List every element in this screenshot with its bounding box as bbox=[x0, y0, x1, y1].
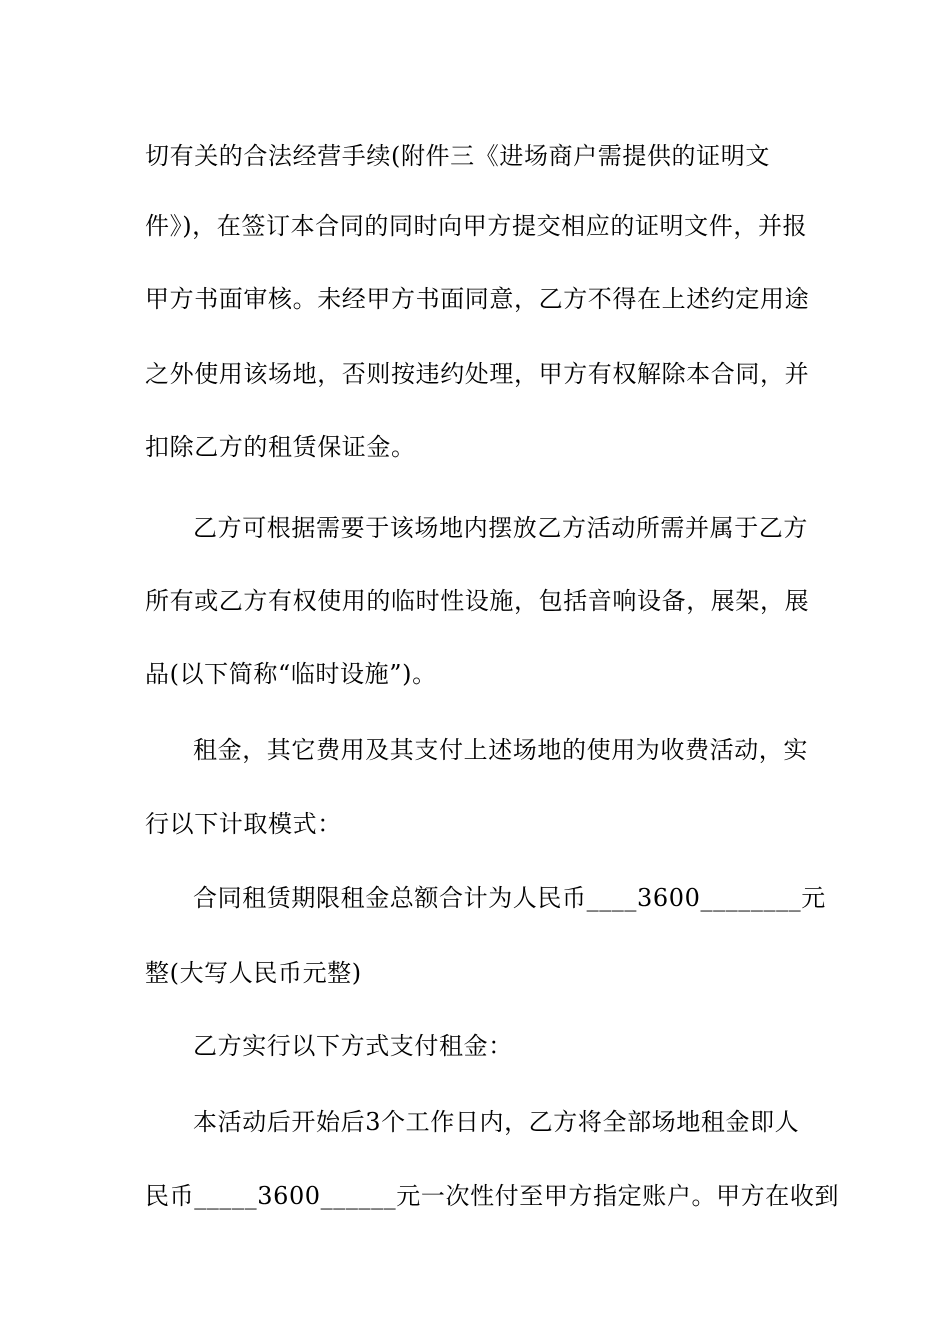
paragraph-line: 之外使用该场地，否则按违约处理，甲方有权解除本合同，并 bbox=[145, 360, 810, 388]
paragraph-line: 民币_____3600______元一次性付至甲方指定账户。甲方在收到 bbox=[145, 1182, 840, 1210]
paragraph-line: 乙方可根据需要于该场地内摆放乙方活动所需并属于乙方 bbox=[193, 514, 808, 542]
paragraph-line: 切有关的合法经营手续(附件三《进场商户需提供的证明文 bbox=[145, 142, 770, 170]
paragraph-line: 乙方实行以下方式支付租金： bbox=[193, 1032, 513, 1060]
paragraph-line: 合同租赁期限租金总额合计为人民币____3600________元 bbox=[193, 884, 826, 912]
paragraph-line: 行以下计取模式： bbox=[145, 810, 342, 838]
paragraph-line: 所有或乙方有权使用的临时性设施，包括音响设备，展架，展 bbox=[145, 587, 810, 615]
paragraph-line: 件》)，在签订本合同的同时向甲方提交相应的证明文件，并报 bbox=[145, 212, 808, 240]
paragraph-line: 整(大写人民币元整) bbox=[145, 959, 362, 987]
paragraph-line: 品(以下简称“临时设施”)。 bbox=[145, 660, 437, 688]
paragraph-line: 甲方书面审核。未经甲方书面同意，乙方不得在上述约定用途 bbox=[145, 285, 810, 313]
paragraph-line: 租金，其它费用及其支付上述场地的使用为收费活动，实 bbox=[193, 736, 808, 764]
paragraph-line: 本活动后开始后3个工作日内，乙方将全部场地租金即人 bbox=[193, 1108, 800, 1136]
paragraph-line: 扣除乙方的租赁保证金。 bbox=[145, 433, 416, 461]
